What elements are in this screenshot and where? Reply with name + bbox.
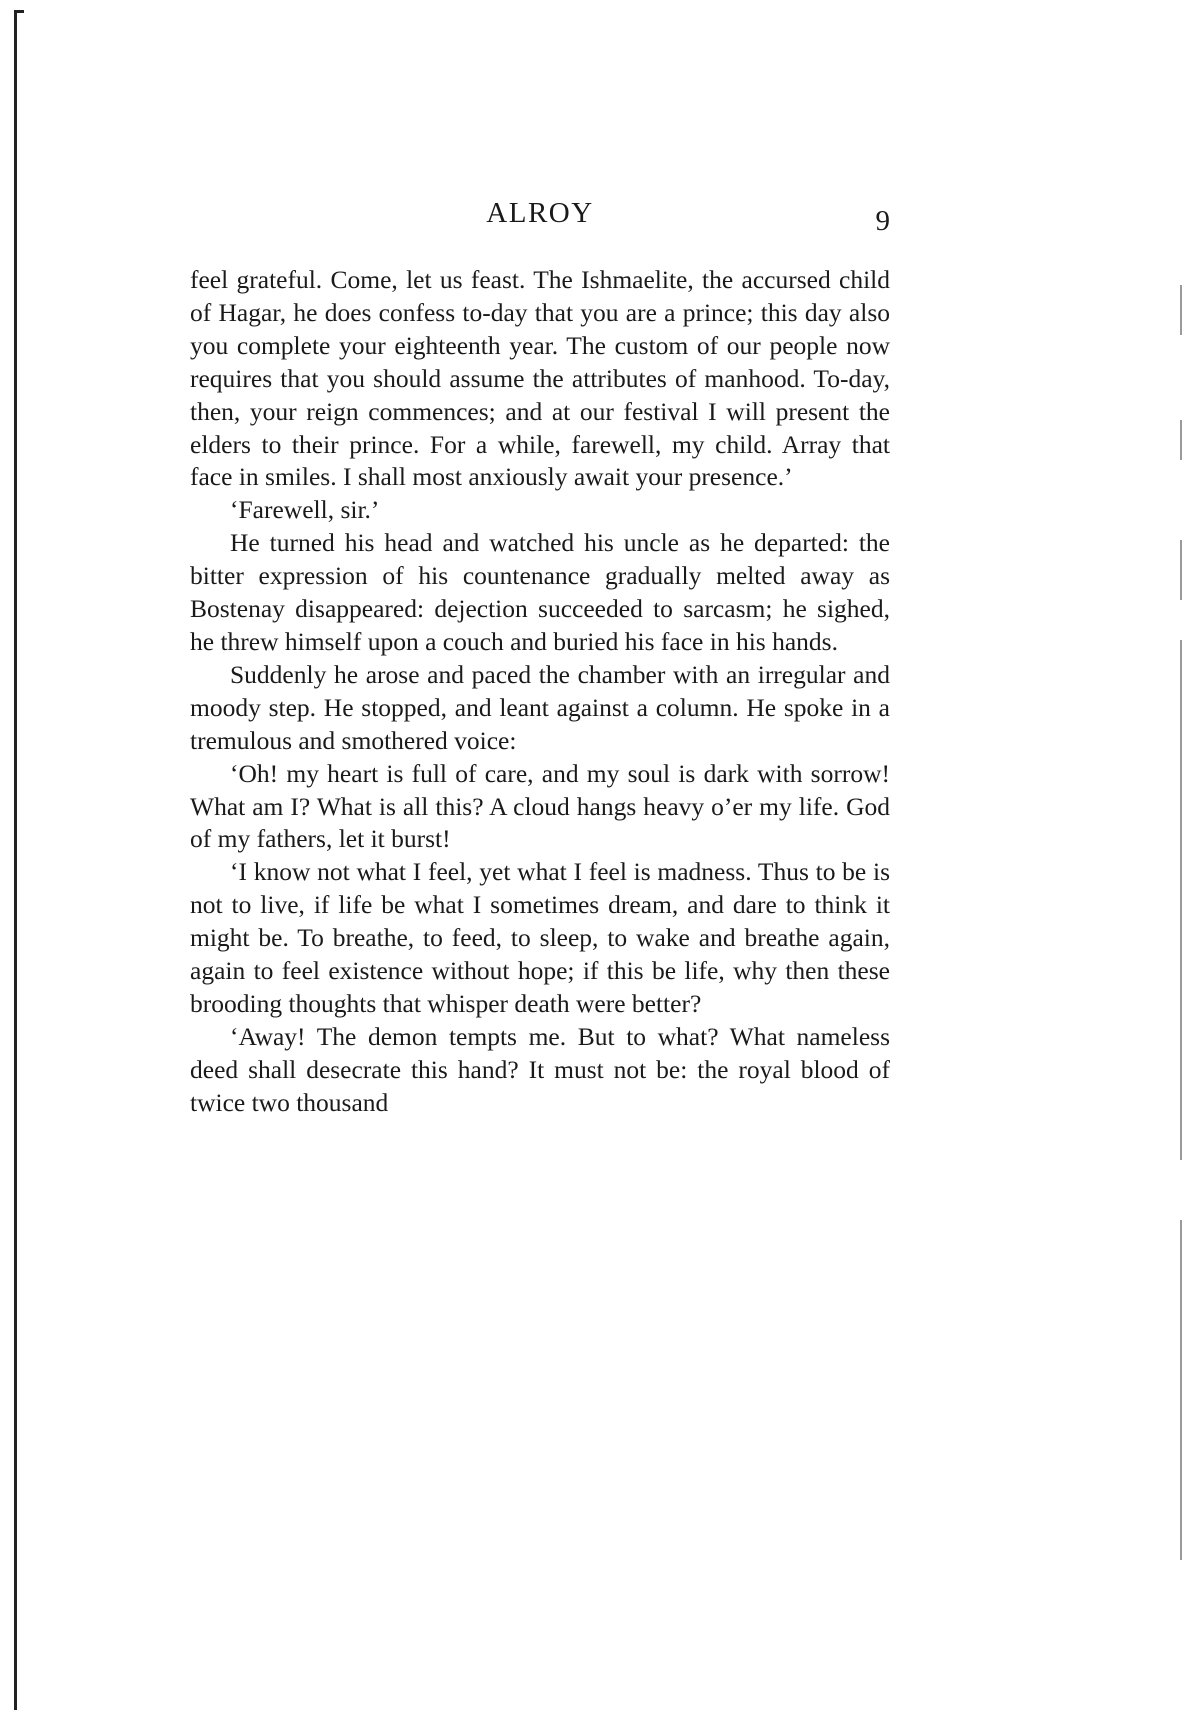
margin-mark [1180,1220,1182,1560]
paragraph: ‘Away! The demon tempts me. But to what? What nameless deed shall desecrate this hand? It must not be: the royal blood of twice two thousand [190,1021,890,1117]
paragraph: Suddenly he arose and paced the chamber with an irregular and moody step. He stopped, and leant against a column. He spoke in a tremulous and smothered voice: [190,659,890,755]
paragraph: ‘Oh! my heart is full of care, and my soul is dark with sorrow! What am I? What is all this? A cloud hangs heavy o’er my life. God of my fathers, let it burst! [190,758,890,854]
page-number: 9 [875,205,890,237]
page-binding-edge [14,10,17,1710]
page-corner-mark [14,10,24,13]
body-text [190,264,890,1120]
margin-mark [1180,640,1182,1160]
paragraph: ‘Farewell, sir.’ [230,495,380,525]
paragraph: He turned his head and watched his uncle as he departed: the bitter expression of his countenance gradually melted away as Bostenay disappeared: dejection succeeded to sarcasm; he sighed, he threw himself upon a couch and buried his face in his hands. [190,528,890,656]
margin-mark [1180,540,1182,600]
paragraph: ‘I know not what I feel, yet what I feel is madness. Thus to be is not to live, if life be what I sometimes dream, and dare to think it might be. To breathe, to feed, to sleep, to wake and breathe again, again to feel existence without hope; if this be life, why then these brooding thoughts that whisper death were better? [190,857,890,1018]
running-title: ALROY [486,197,594,229]
margin-mark [1180,420,1182,460]
margin-mark [1180,285,1182,335]
page-header [190,197,890,237]
paragraph: feel grateful. Come, let us feast. The Ishmaelite, the accursed child of Hagar, he does confess to-day that you are a prince; this day also you complete your eighteenth year. The custom of our people now requires that you should assume the attributes of manhood. To-day, then, your reign commences; and at our festival I will present the elders to their prince. For a while, farewell, my child. Array that face in smiles. I shall most anxiously await your presence.’ [190,265,890,492]
